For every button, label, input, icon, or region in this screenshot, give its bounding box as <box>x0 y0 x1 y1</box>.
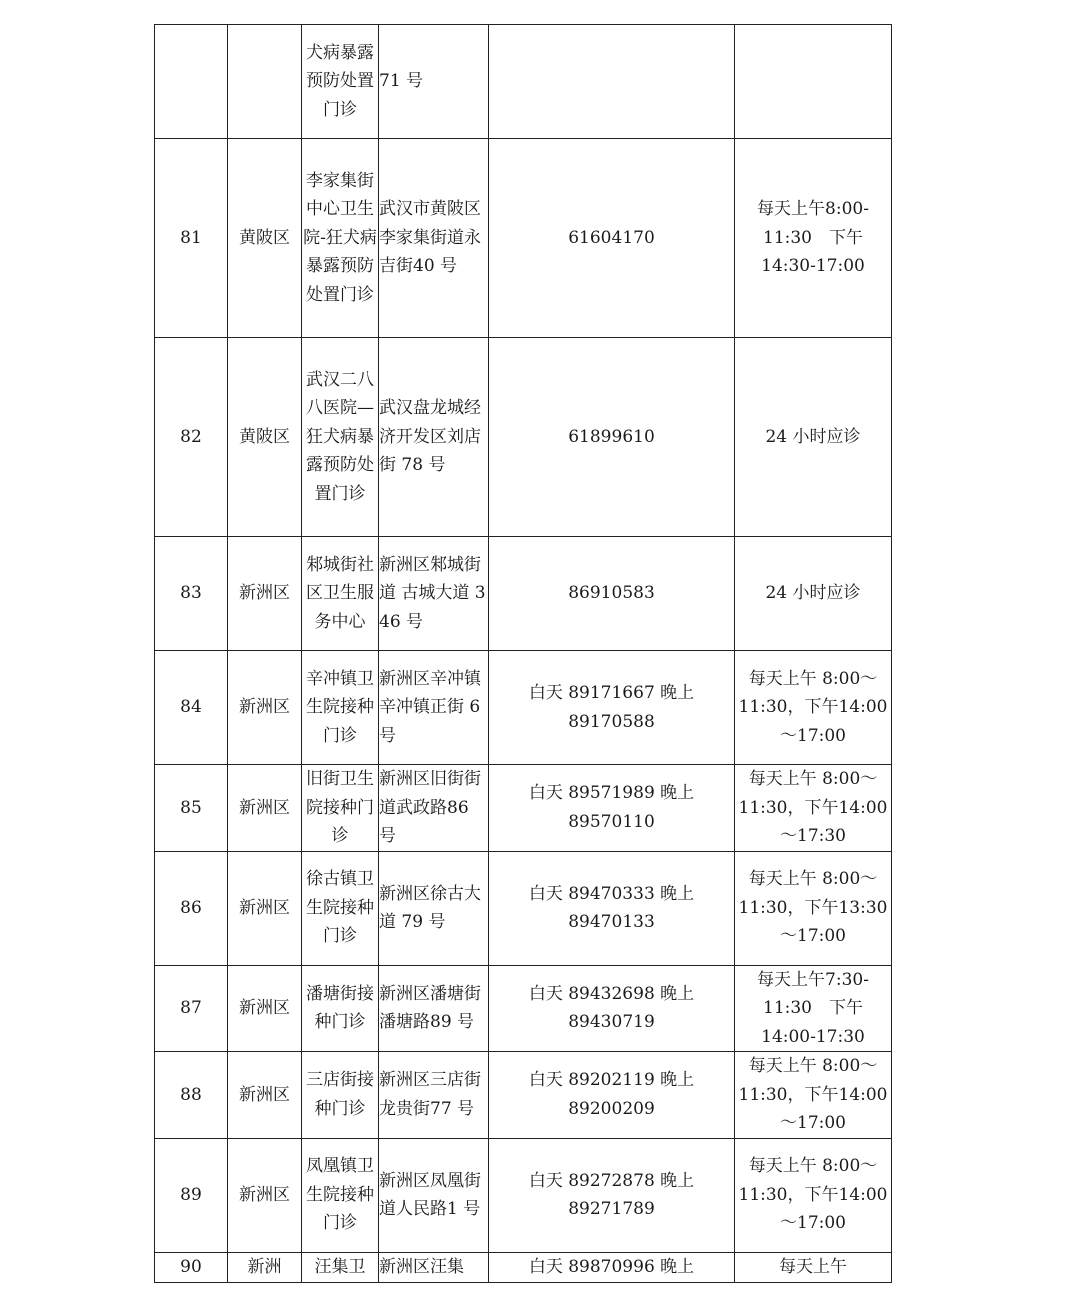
row-hours: 每天上午 8:00～11:30，下午14:00～17:30 <box>735 765 892 852</box>
row-district: 新洲区 <box>228 851 302 965</box>
table-row <box>155 338 892 537</box>
row-phone: 白天 89272878 晚上89271789 <box>489 1138 735 1252</box>
row-phone <box>489 25 735 139</box>
row-clinic-name: 武汉二八八医院—狂犬病暴露预防处置门诊 <box>302 338 379 537</box>
row-phone: 白天 89432698 晚上89430719 <box>489 965 735 1052</box>
row-number: 90 <box>155 1252 228 1282</box>
row-hours: 每天上午 8:00～11:30，下午14:00～17:00 <box>735 1052 892 1139</box>
row-address: 新洲区汪集 <box>379 1252 489 1282</box>
table-row <box>155 651 892 765</box>
table-row <box>155 1138 892 1252</box>
row-district: 新洲区 <box>228 765 302 852</box>
row-address: 新洲区徐古大道 79 号 <box>379 851 489 965</box>
row-hours: 每天上午 8:00～11:30，下午14:00～17:00 <box>735 651 892 765</box>
row-hours: 24 小时应诊 <box>735 338 892 537</box>
row-clinic-name: 旧街卫生院接种门诊 <box>302 765 379 852</box>
table-row <box>155 965 892 1052</box>
row-clinic-name: 汪集卫 <box>302 1252 379 1282</box>
row-phone: 白天 89571989 晚上89570110 <box>489 765 735 852</box>
table-row <box>155 765 892 852</box>
table-row <box>155 851 892 965</box>
row-district <box>228 25 302 139</box>
row-district: 新洲区 <box>228 651 302 765</box>
row-address: 新洲区三店街龙贵街77 号 <box>379 1052 489 1139</box>
row-clinic-name: 辛冲镇卫生院接种门诊 <box>302 651 379 765</box>
row-district: 新洲区 <box>228 965 302 1052</box>
row-district: 黄陂区 <box>228 338 302 537</box>
row-address: 新洲区辛冲镇 辛冲镇正街 6 号 <box>379 651 489 765</box>
row-address: 武汉盘龙城经济开发区刘店街 78 号 <box>379 338 489 537</box>
clinic-table <box>154 24 892 1283</box>
row-phone: 白天 89171667 晚上 89170588 <box>489 651 735 765</box>
table-row <box>155 25 892 139</box>
row-district: 黄陂区 <box>228 139 302 338</box>
row-clinic-name: 邾城街社区卫生服务中心 <box>302 537 379 651</box>
row-hours: 每天上午 8:00～11:30，下午13:30～17:00 <box>735 851 892 965</box>
table-row <box>155 1052 892 1139</box>
row-number: 87 <box>155 965 228 1052</box>
row-clinic-name: 李家集街中心卫生院-狂犬病暴露预防处置门诊 <box>302 139 379 338</box>
row-number <box>155 25 228 139</box>
row-address: 武汉市黄陂区李家集街道永吉街40 号 <box>379 139 489 338</box>
row-phone: 白天 89870996 晚上 <box>489 1252 735 1282</box>
row-hours: 每天上午7:30-11:30 下午 14:00-17:30 <box>735 965 892 1052</box>
row-number: 82 <box>155 338 228 537</box>
row-number: 85 <box>155 765 228 852</box>
table-row <box>155 139 892 338</box>
row-address: 新洲区邾城街道 古城大道 346 号 <box>379 537 489 651</box>
row-number: 81 <box>155 139 228 338</box>
row-clinic-name: 凤凰镇卫生院接种门诊 <box>302 1138 379 1252</box>
row-number: 88 <box>155 1052 228 1139</box>
row-hours: 每天上午 8:00～11:30，下午14:00～17:00 <box>735 1138 892 1252</box>
table-row <box>155 1252 892 1282</box>
row-district: 新洲区 <box>228 1138 302 1252</box>
row-address: 新洲区旧街街道武政路86 号 <box>379 765 489 852</box>
row-phone: 86910583 <box>489 537 735 651</box>
row-district: 新洲区 <box>228 1052 302 1139</box>
row-phone: 61899610 <box>489 338 735 537</box>
row-phone: 白天 89202119 晚上89200209 <box>489 1052 735 1139</box>
row-hours: 24 小时应诊 <box>735 537 892 651</box>
row-number: 83 <box>155 537 228 651</box>
row-address: 新洲区凤凰街道人民路1 号 <box>379 1138 489 1252</box>
table-row <box>155 537 892 651</box>
row-hours <box>735 25 892 139</box>
row-district: 新洲区 <box>228 537 302 651</box>
row-clinic-name: 犬病暴露预防处置门诊 <box>302 25 379 139</box>
row-number: 84 <box>155 651 228 765</box>
row-phone: 白天 89470333 晚上89470133 <box>489 851 735 965</box>
row-clinic-name: 潘塘街接种门诊 <box>302 965 379 1052</box>
row-number: 89 <box>155 1138 228 1252</box>
row-phone: 61604170 <box>489 139 735 338</box>
row-address: 新洲区潘塘街潘塘路89 号 <box>379 965 489 1052</box>
row-address: 71 号 <box>379 25 489 139</box>
row-hours: 每天上午8:00-11:30 下午 14:30-17:00 <box>735 139 892 338</box>
row-clinic-name: 徐古镇卫生院接种门诊 <box>302 851 379 965</box>
row-hours: 每天上午 <box>735 1252 892 1282</box>
row-clinic-name: 三店街接种门诊 <box>302 1052 379 1139</box>
row-number: 86 <box>155 851 228 965</box>
row-district: 新洲 <box>228 1252 302 1282</box>
